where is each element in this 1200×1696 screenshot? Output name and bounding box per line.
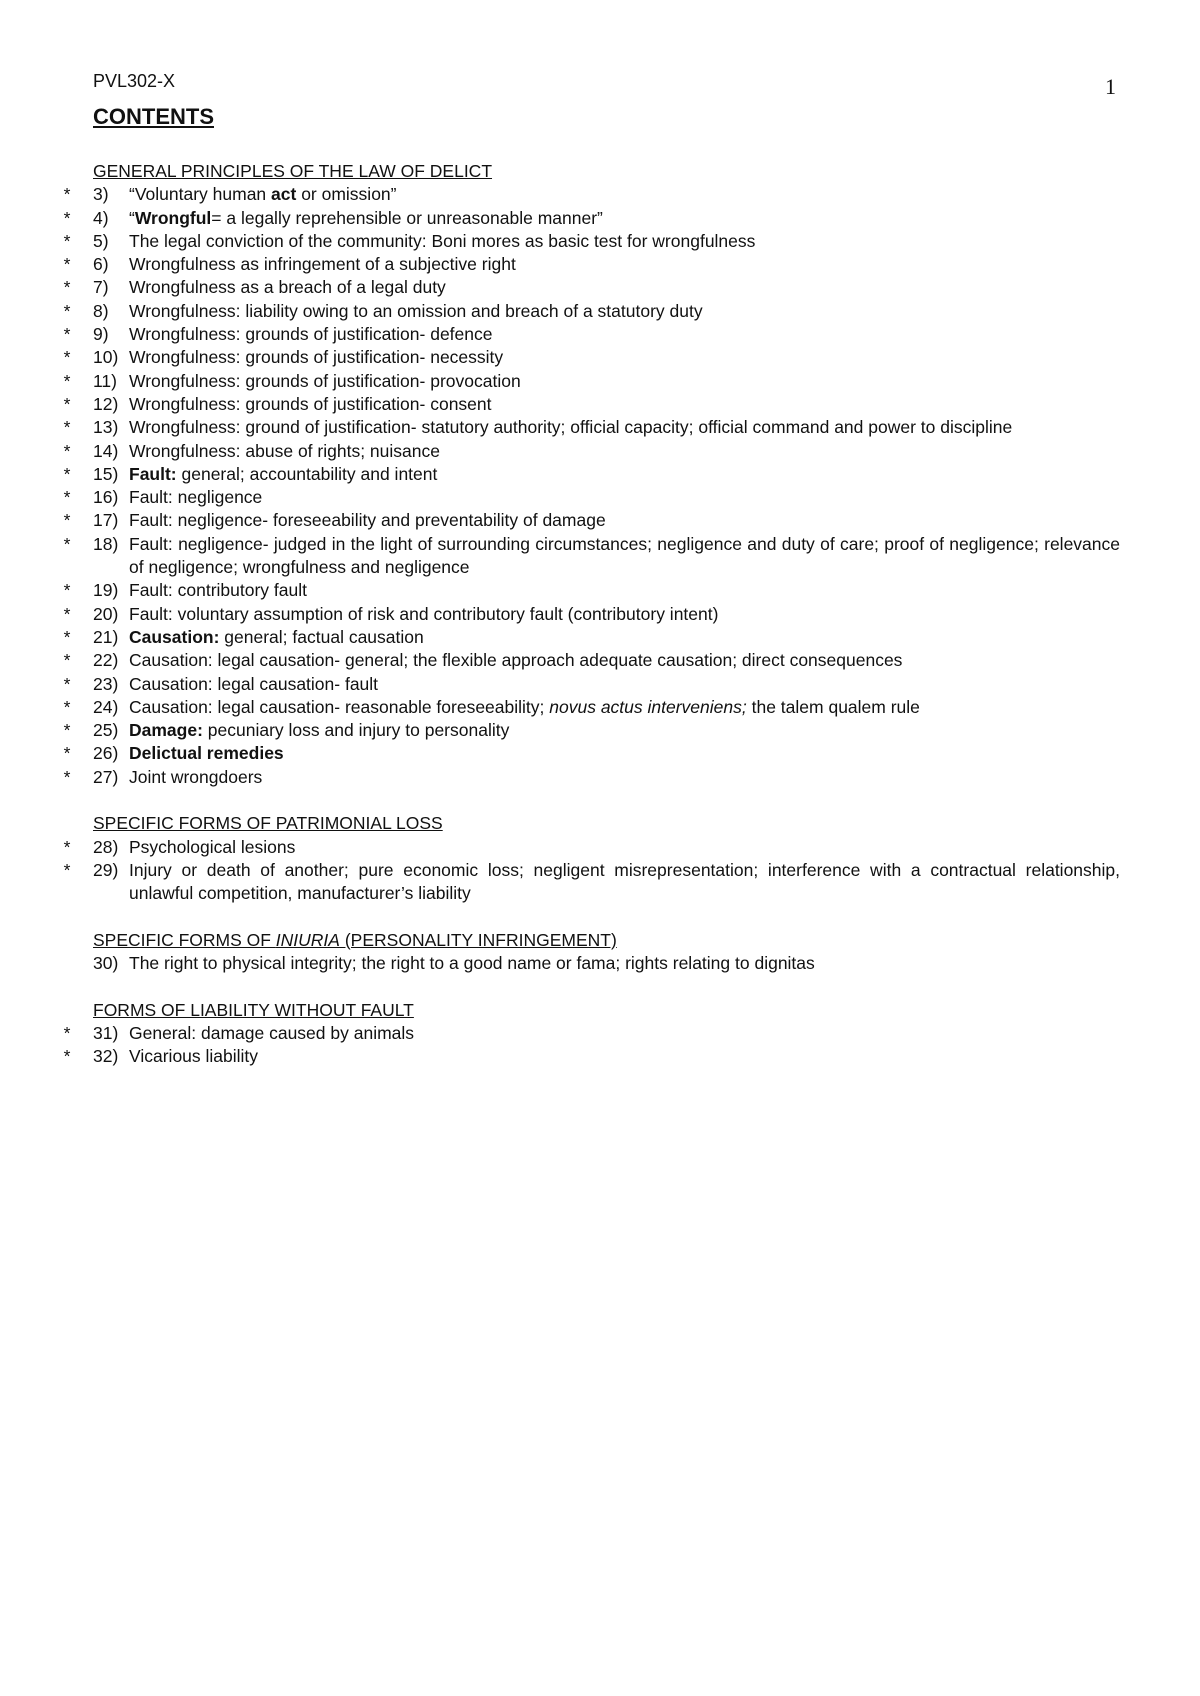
bullet-icon: *	[63, 1046, 71, 1067]
item-text: Causation: legal causation- general; the flexible approach adequate causation; direct consequences	[129, 650, 903, 671]
item-text: “Wrongful= a legally reprehensible or unreasonable manner”	[129, 207, 603, 228]
list-item	[60, 579, 1120, 602]
item-text: Causation: legal causation- reasonable foreseeability; novus actus interveniens; the talem qualem rule	[129, 696, 920, 717]
bullet-icon: *	[63, 230, 71, 251]
bullet-icon: *	[63, 836, 71, 857]
item-number: 31)	[93, 1022, 119, 1043]
bullet-icon: *	[63, 277, 71, 298]
bullet-icon: *	[63, 370, 71, 391]
bullet-icon: *	[63, 207, 71, 228]
item-number: 27)	[93, 766, 119, 787]
bullet-icon: *	[63, 673, 71, 694]
list-item	[60, 230, 1120, 253]
bullet-icon: *	[63, 743, 71, 764]
item-text: Fault: negligence	[129, 487, 263, 508]
item-text: Causation: general; factual causation	[129, 626, 424, 647]
item-text: The legal conviction of the community: Boni mores as basic test for wrongfulness	[129, 230, 756, 251]
list-item	[60, 859, 1120, 906]
list-item	[60, 183, 1120, 206]
bullet-icon: *	[63, 440, 71, 461]
section-heading: SPECIFIC FORMS OF PATRIMONIAL LOSS	[93, 813, 443, 834]
item-text: Wrongfulness: liability owing to an omission and breach of a statutory duty	[129, 300, 703, 321]
list-item	[60, 696, 1120, 719]
list-item	[60, 300, 1120, 323]
item-text: General: damage caused by animals	[129, 1022, 415, 1043]
bullet-icon: *	[63, 510, 71, 531]
bullet-icon: *	[63, 626, 71, 647]
item-number: 15)	[93, 463, 119, 484]
item-text: Wrongfulness: grounds of justification- defence	[129, 324, 493, 345]
page-number: 1	[1105, 74, 1116, 99]
bullet-icon: *	[63, 580, 71, 601]
bullet-icon: *	[63, 347, 71, 368]
item-number: 25)	[93, 720, 119, 741]
list-item	[60, 393, 1120, 416]
item-number: 21)	[93, 626, 119, 647]
item-number: 10)	[93, 347, 119, 368]
item-number: 9)	[93, 324, 109, 345]
section-list	[60, 836, 1120, 906]
list-item	[60, 440, 1120, 463]
list-item	[60, 486, 1120, 509]
item-text: Delictual remedies	[129, 743, 284, 764]
section-list	[60, 1022, 1120, 1069]
list-item	[60, 719, 1120, 742]
table-of-contents	[60, 160, 1120, 1069]
item-number: 13)	[93, 417, 119, 438]
list-item	[60, 836, 1120, 859]
item-number: 5)	[93, 230, 109, 251]
list-item	[60, 742, 1120, 765]
item-text: Wrongfulness: ground of justification- statutory authority; official capacity; official command and power to discipline	[129, 417, 1013, 438]
list-item	[60, 346, 1120, 369]
item-text: Wrongfulness as a breach of a legal duty	[129, 277, 446, 298]
item-number: 4)	[93, 207, 109, 228]
item-text: Wrongfulness: grounds of justification- consent	[129, 393, 492, 414]
item-text: Vicarious liability	[129, 1046, 259, 1067]
item-text: Damage: pecuniary loss and injury to personality	[129, 720, 510, 741]
list-item	[60, 370, 1120, 393]
item-text: Wrongfulness as infringement of a subjective right	[129, 254, 516, 275]
list-item	[60, 626, 1120, 649]
list-item	[60, 766, 1120, 789]
item-number: 22)	[93, 650, 119, 671]
list-item	[60, 207, 1120, 230]
bullet-icon: *	[63, 393, 71, 414]
item-text: Wrongfulness: abuse of rights; nuisance	[129, 440, 440, 461]
item-number: 17)	[93, 510, 119, 531]
bullet-icon: *	[63, 417, 71, 438]
item-text: Causation: legal causation- fault	[129, 673, 379, 694]
contents-title: CONTENTS	[93, 104, 214, 129]
item-number: 6)	[93, 254, 109, 275]
item-text: “Voluntary human act or omission”	[129, 184, 397, 205]
item-text: Fault: voluntary assumption of risk and contributory fault (contributory intent)	[129, 603, 719, 624]
item-text: Joint wrongdoers	[129, 766, 263, 787]
item-text: Psychological lesions	[129, 836, 296, 857]
list-item	[60, 603, 1120, 626]
item-number: 8)	[93, 300, 109, 321]
list-item	[60, 1022, 1120, 1045]
item-number: 20)	[93, 603, 119, 624]
item-number: 29)	[93, 859, 119, 880]
course-code: PVL302-X	[93, 71, 176, 91]
section-heading: SPECIFIC FORMS OF INIURIA (PERSONALITY INFRINGEMENT)	[93, 929, 617, 950]
list-item	[60, 533, 1120, 580]
bullet-icon: *	[63, 300, 71, 321]
section-heading: FORMS OF LIABILITY WITHOUT FAULT	[93, 999, 414, 1020]
item-text: Fault: general; accountability and intent	[129, 463, 438, 484]
bullet-icon: *	[63, 696, 71, 717]
item-text: Fault: contributory fault	[129, 580, 307, 601]
item-text: Wrongfulness: grounds of justification- provocation	[129, 370, 521, 391]
list-item	[60, 416, 1120, 439]
list-item	[60, 673, 1120, 696]
item-number: 11)	[93, 370, 117, 391]
item-text: Wrongfulness: grounds of justification- necessity	[129, 347, 504, 368]
item-number: 30)	[93, 953, 119, 974]
item-number: 32)	[93, 1046, 119, 1067]
bullet-icon: *	[63, 859, 71, 880]
item-text: Fault: negligence- judged in the light of surrounding circumstances; negligence and duty of care; proof of negligence; relevance of negligence; wrongfulness and negligence	[129, 533, 1120, 578]
item-number: 16)	[93, 487, 119, 508]
item-number: 28)	[93, 836, 119, 857]
item-number: 7)	[93, 277, 109, 298]
list-item	[60, 323, 1120, 346]
bullet-icon: *	[63, 766, 71, 787]
bullet-icon: *	[63, 324, 71, 345]
bullet-icon: *	[63, 254, 71, 275]
section-list	[60, 952, 1120, 975]
bullet-icon: *	[63, 533, 71, 554]
item-number: 12)	[93, 393, 119, 414]
item-number: 23)	[93, 673, 119, 694]
bullet-icon: *	[63, 487, 71, 508]
bullet-icon: *	[63, 1022, 71, 1043]
list-item	[60, 509, 1120, 532]
bullet-icon: *	[63, 720, 71, 741]
bullet-icon: *	[63, 603, 71, 624]
item-text: Fault: negligence- foreseeability and preventability of damage	[129, 510, 606, 531]
item-number: 26)	[93, 743, 119, 764]
list-item	[60, 952, 1120, 975]
bullet-icon: *	[63, 184, 71, 205]
item-number: 19)	[93, 580, 119, 601]
bullet-icon: *	[63, 650, 71, 671]
bullet-icon: *	[63, 463, 71, 484]
item-number: 24)	[93, 696, 119, 717]
item-number: 18)	[93, 533, 119, 554]
list-item	[60, 1045, 1120, 1068]
list-item	[60, 649, 1120, 672]
section-heading: GENERAL PRINCIPLES OF THE LAW OF DELICT	[93, 161, 493, 181]
item-text: The right to physical integrity; the right to a good name or fama; rights relating to dignitas	[129, 953, 815, 974]
item-text: Injury or death of another; pure economic loss; negligent misrepresentation; interference with a contractual relationship, unlawful competition, manufacturer’s liability	[129, 859, 1120, 904]
item-number: 14)	[93, 440, 119, 461]
list-item	[60, 463, 1120, 486]
item-number: 3)	[93, 184, 109, 205]
list-item	[60, 253, 1120, 276]
list-item	[60, 276, 1120, 299]
section-list	[60, 183, 1120, 789]
